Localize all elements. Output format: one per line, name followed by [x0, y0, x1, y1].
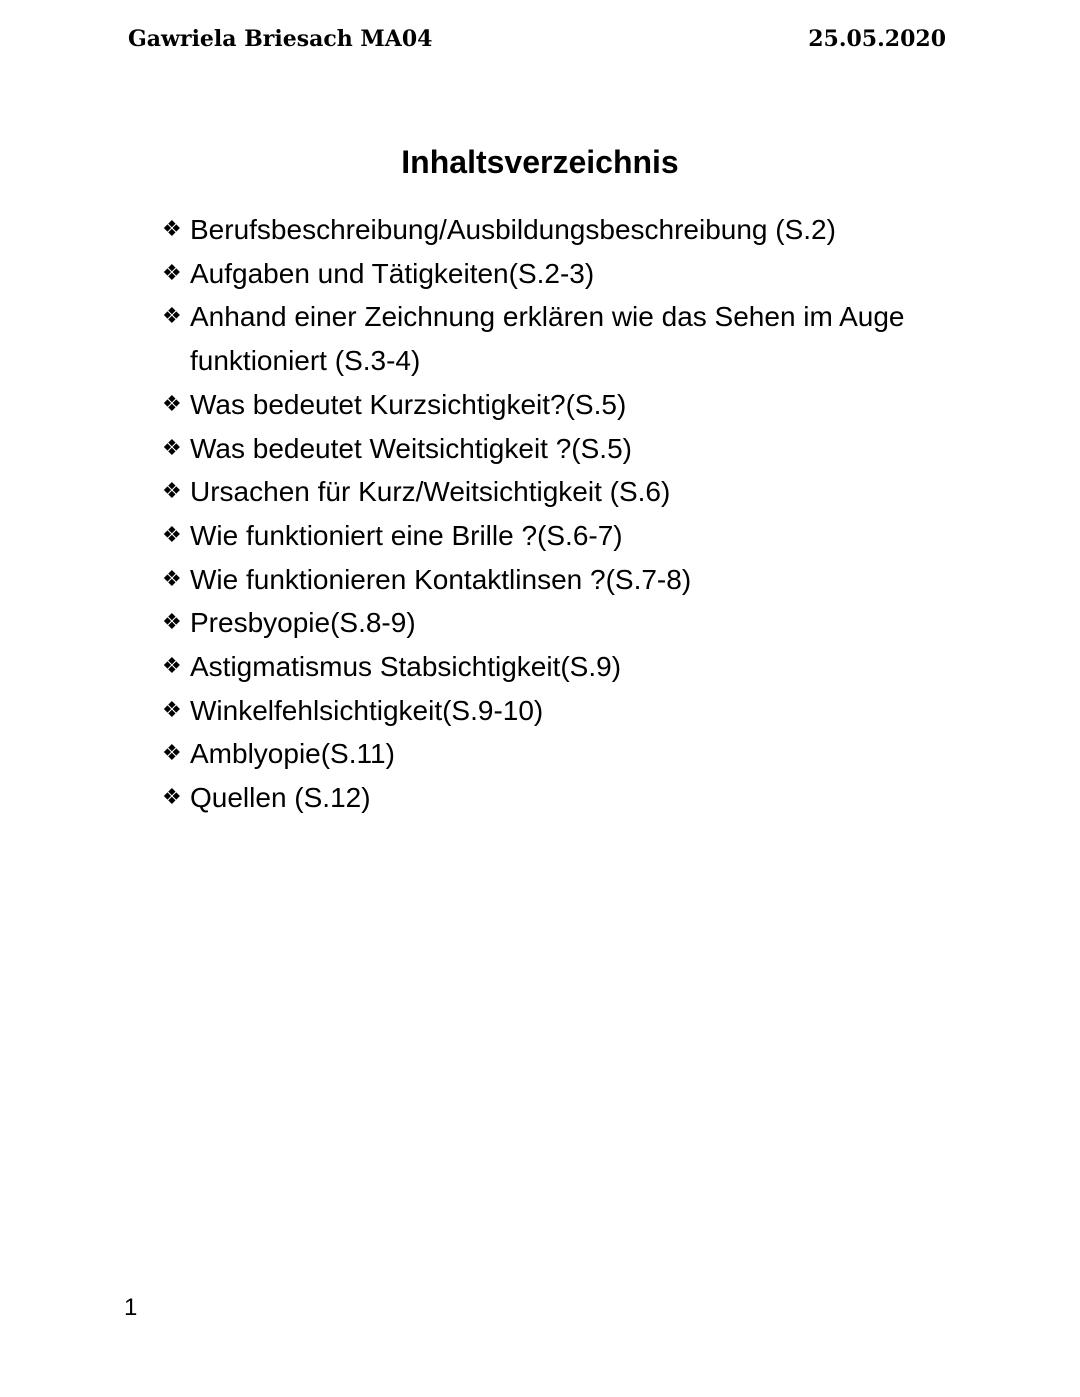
toc-item-text: Berufsbeschreibung/Ausbildungsbeschreibung (S.2)	[190, 214, 836, 245]
toc-item	[162, 295, 962, 382]
toc-item	[162, 776, 962, 820]
toc-item-text: Wie funktionieren Kontaktlinsen ?(S.7-8)	[190, 563, 692, 595]
toc-item-text: Was bedeutet Kurzsichtigkeit?(S.5)	[190, 388, 627, 420]
toc-item	[162, 732, 962, 776]
toc-item	[162, 252, 962, 296]
toc-item-text: Was bedeutet Weitsichtigkeit ?(S.5)	[190, 432, 632, 464]
toc-item	[162, 383, 962, 427]
toc-item-text: Quellen (S.12)	[190, 782, 371, 814]
toc-item	[162, 427, 962, 471]
toc-item-text: Anhand einer Zeichnung erklären wie das Sehen im Auge funktioniert (S.3-4)	[190, 301, 905, 377]
toc-item-text: Ursachen für Kurz/Weitsichtigkeit (S.6)	[190, 476, 671, 508]
diamond-bullet-icon: ❖	[162, 697, 182, 723]
toc-item	[162, 558, 962, 602]
toc-item	[162, 470, 962, 514]
toc-item	[162, 645, 962, 689]
diamond-bullet-icon: ❖	[162, 479, 182, 505]
diamond-bullet-icon: ❖	[162, 522, 182, 548]
toc-item-text: Wie funktioniert eine Brille ?(S.6-7)	[190, 519, 623, 551]
diamond-bullet-icon: ❖	[162, 391, 182, 417]
diamond-bullet-icon: ❖	[162, 741, 182, 767]
diamond-bullet-icon: ❖	[162, 610, 182, 636]
diamond-bullet-icon: ❖	[162, 654, 182, 680]
toc-item-text: Presbyopie(S.8-9)	[190, 607, 416, 639]
toc-item-text: Aufgaben und Tätigkeiten(S.2-3)	[190, 257, 595, 289]
toc-item-text: Astigmatismus Stabsichtigkeit(S.9)	[190, 651, 622, 683]
diamond-bullet-icon: ❖	[162, 566, 182, 592]
page-title: Inhaltsverzeichnis	[401, 144, 679, 180]
diamond-bullet-icon: ❖	[162, 785, 182, 811]
toc-item	[162, 601, 962, 645]
table-of-contents	[162, 208, 962, 820]
toc-item	[162, 208, 962, 252]
page-number: 1	[124, 1294, 138, 1321]
toc-item-text: Winkelfehlsichtigkeit(S.9-10)	[190, 694, 544, 726]
diamond-bullet-icon: ❖	[162, 260, 182, 286]
diamond-bullet-icon: ❖	[162, 217, 182, 242]
toc-item	[162, 514, 962, 558]
diamond-bullet-icon: ❖	[162, 435, 182, 461]
diamond-bullet-icon: ❖	[162, 304, 182, 330]
header-date: 25.05.2020	[808, 26, 946, 52]
toc-item	[162, 689, 962, 733]
header-author: Gawriela Briesach MA04	[128, 26, 433, 52]
toc-item-text: Amblyopie(S.11)	[190, 738, 395, 770]
